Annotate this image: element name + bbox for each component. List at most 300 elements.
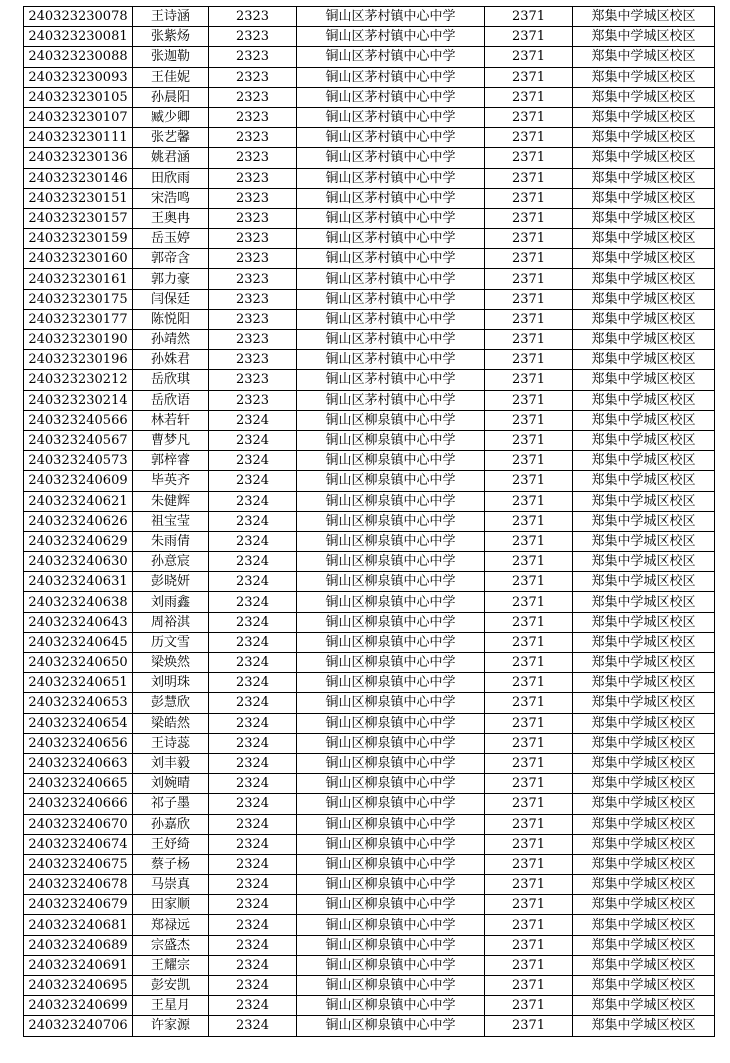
campus-name-cell: 郑集中学城区校区 bbox=[573, 249, 715, 269]
student-name-cell: 田欣雨 bbox=[133, 168, 209, 188]
student-name-cell: 王佳妮 bbox=[133, 67, 209, 87]
campus-name-cell: 郑集中学城区校区 bbox=[573, 693, 715, 713]
school-code-cell: 2324 bbox=[209, 511, 297, 531]
student-id-cell: 240323230177 bbox=[24, 309, 133, 329]
target-code-cell: 2371 bbox=[485, 107, 573, 127]
student-id-cell: 240323240689 bbox=[24, 935, 133, 955]
school-code-cell: 2324 bbox=[209, 814, 297, 834]
school-code-cell: 2324 bbox=[209, 875, 297, 895]
campus-name-cell: 郑集中学城区校区 bbox=[573, 632, 715, 652]
target-code-cell: 2371 bbox=[485, 713, 573, 733]
student-id-cell: 240323230111 bbox=[24, 128, 133, 148]
school-name-cell: 铜山区柳泉镇中心中学 bbox=[297, 531, 485, 551]
school-name-cell: 铜山区柳泉镇中心中学 bbox=[297, 774, 485, 794]
school-name-cell: 铜山区茅村镇中心中学 bbox=[297, 229, 485, 249]
campus-name-cell: 郑集中学城区校区 bbox=[573, 491, 715, 511]
school-name-cell: 铜山区柳泉镇中心中学 bbox=[297, 794, 485, 814]
school-code-cell: 2324 bbox=[209, 854, 297, 874]
target-code-cell: 2371 bbox=[485, 390, 573, 410]
student-id-cell: 240323230175 bbox=[24, 289, 133, 309]
student-name-cell: 王耀宗 bbox=[133, 955, 209, 975]
student-id-cell: 240323240651 bbox=[24, 673, 133, 693]
target-code-cell: 2371 bbox=[485, 592, 573, 612]
school-name-cell: 铜山区茅村镇中心中学 bbox=[297, 330, 485, 350]
table-row bbox=[24, 673, 715, 693]
school-name-cell: 铜山区茅村镇中心中学 bbox=[297, 27, 485, 47]
target-code-cell: 2371 bbox=[485, 269, 573, 289]
campus-name-cell: 郑集中学城区校区 bbox=[573, 531, 715, 551]
campus-name-cell: 郑集中学城区校区 bbox=[573, 330, 715, 350]
school-code-cell: 2323 bbox=[209, 370, 297, 390]
school-code-cell: 2324 bbox=[209, 410, 297, 430]
school-name-cell: 铜山区茅村镇中心中学 bbox=[297, 128, 485, 148]
campus-name-cell: 郑集中学城区校区 bbox=[573, 673, 715, 693]
target-code-cell: 2371 bbox=[485, 7, 573, 27]
campus-name-cell: 郑集中学城区校区 bbox=[573, 168, 715, 188]
school-name-cell: 铜山区茅村镇中心中学 bbox=[297, 370, 485, 390]
student-id-cell: 240323230161 bbox=[24, 269, 133, 289]
student-id-cell: 240323230105 bbox=[24, 87, 133, 107]
student-id-cell: 240323230190 bbox=[24, 330, 133, 350]
table-row bbox=[24, 753, 715, 773]
campus-name-cell: 郑集中学城区校区 bbox=[573, 774, 715, 794]
student-id-cell: 240323240675 bbox=[24, 854, 133, 874]
school-name-cell: 铜山区柳泉镇中心中学 bbox=[297, 410, 485, 430]
table-row bbox=[24, 794, 715, 814]
student-id-cell: 240323240643 bbox=[24, 612, 133, 632]
target-code-cell: 2371 bbox=[485, 168, 573, 188]
student-name-cell: 张紫炀 bbox=[133, 27, 209, 47]
school-code-cell: 2323 bbox=[209, 269, 297, 289]
student-name-cell: 宋浩鸣 bbox=[133, 188, 209, 208]
school-name-cell: 铜山区茅村镇中心中学 bbox=[297, 309, 485, 329]
table-row bbox=[24, 854, 715, 874]
target-code-cell: 2371 bbox=[485, 632, 573, 652]
student-name-cell: 郭力豪 bbox=[133, 269, 209, 289]
campus-name-cell: 郑集中学城区校区 bbox=[573, 552, 715, 572]
student-name-cell: 岳欣琪 bbox=[133, 370, 209, 390]
school-name-cell: 铜山区茅村镇中心中学 bbox=[297, 350, 485, 370]
student-name-cell: 毕英齐 bbox=[133, 471, 209, 491]
target-code-cell: 2371 bbox=[485, 208, 573, 228]
school-code-cell: 2324 bbox=[209, 612, 297, 632]
student-name-cell: 孙意宸 bbox=[133, 552, 209, 572]
student-name-cell: 彭慧欣 bbox=[133, 693, 209, 713]
school-name-cell: 铜山区柳泉镇中心中学 bbox=[297, 895, 485, 915]
target-code-cell: 2371 bbox=[485, 27, 573, 47]
campus-name-cell: 郑集中学城区校区 bbox=[573, 289, 715, 309]
student-name-cell: 孙靖然 bbox=[133, 330, 209, 350]
school-name-cell: 铜山区茅村镇中心中学 bbox=[297, 289, 485, 309]
target-code-cell: 2371 bbox=[485, 370, 573, 390]
target-code-cell: 2371 bbox=[485, 350, 573, 370]
school-name-cell: 铜山区茅村镇中心中学 bbox=[297, 249, 485, 269]
school-name-cell: 铜山区柳泉镇中心中学 bbox=[297, 430, 485, 450]
target-code-cell: 2371 bbox=[485, 572, 573, 592]
school-code-cell: 2324 bbox=[209, 895, 297, 915]
student-name-cell: 曹梦凡 bbox=[133, 430, 209, 450]
target-code-cell: 2371 bbox=[485, 794, 573, 814]
campus-name-cell: 郑集中学城区校区 bbox=[573, 854, 715, 874]
table-row bbox=[24, 572, 715, 592]
student-id-cell: 240323230196 bbox=[24, 350, 133, 370]
school-name-cell: 铜山区柳泉镇中心中学 bbox=[297, 996, 485, 1016]
campus-name-cell: 郑集中学城区校区 bbox=[573, 430, 715, 450]
school-code-cell: 2324 bbox=[209, 531, 297, 551]
table-row bbox=[24, 471, 715, 491]
school-name-cell: 铜山区茅村镇中心中学 bbox=[297, 47, 485, 67]
table-row bbox=[24, 511, 715, 531]
student-id-cell: 240323240631 bbox=[24, 572, 133, 592]
school-name-cell: 铜山区柳泉镇中心中学 bbox=[297, 673, 485, 693]
campus-name-cell: 郑集中学城区校区 bbox=[573, 955, 715, 975]
student-id-cell: 240323230136 bbox=[24, 148, 133, 168]
campus-name-cell: 郑集中学城区校区 bbox=[573, 733, 715, 753]
table-row bbox=[24, 330, 715, 350]
school-code-cell: 2323 bbox=[209, 188, 297, 208]
table-row bbox=[24, 229, 715, 249]
student-name-cell: 闫保廷 bbox=[133, 289, 209, 309]
table-row bbox=[24, 350, 715, 370]
student-name-cell: 姚君涵 bbox=[133, 148, 209, 168]
target-code-cell: 2371 bbox=[485, 814, 573, 834]
table-body bbox=[24, 7, 715, 1037]
school-code-cell: 2324 bbox=[209, 1016, 297, 1036]
table-row bbox=[24, 309, 715, 329]
table-row bbox=[24, 249, 715, 269]
student-id-cell: 240323240678 bbox=[24, 875, 133, 895]
table-row bbox=[24, 713, 715, 733]
school-name-cell: 铜山区柳泉镇中心中学 bbox=[297, 915, 485, 935]
target-code-cell: 2371 bbox=[485, 188, 573, 208]
campus-name-cell: 郑集中学城区校区 bbox=[573, 794, 715, 814]
school-code-cell: 2324 bbox=[209, 632, 297, 652]
school-code-cell: 2323 bbox=[209, 229, 297, 249]
campus-name-cell: 郑集中学城区校区 bbox=[573, 713, 715, 733]
table-row bbox=[24, 552, 715, 572]
campus-name-cell: 郑集中学城区校区 bbox=[573, 834, 715, 854]
campus-name-cell: 郑集中学城区校区 bbox=[573, 875, 715, 895]
campus-name-cell: 郑集中学城区校区 bbox=[573, 592, 715, 612]
campus-name-cell: 郑集中学城区校区 bbox=[573, 350, 715, 370]
target-code-cell: 2371 bbox=[485, 774, 573, 794]
table-row bbox=[24, 188, 715, 208]
admission-table bbox=[23, 6, 715, 1037]
student-id-cell: 240323230081 bbox=[24, 27, 133, 47]
student-id-cell: 240323230078 bbox=[24, 7, 133, 27]
school-name-cell: 铜山区柳泉镇中心中学 bbox=[297, 713, 485, 733]
school-code-cell: 2324 bbox=[209, 673, 297, 693]
student-id-cell: 240323240681 bbox=[24, 915, 133, 935]
student-name-cell: 宗盛杰 bbox=[133, 935, 209, 955]
table-row bbox=[24, 87, 715, 107]
student-id-cell: 240323230088 bbox=[24, 47, 133, 67]
target-code-cell: 2371 bbox=[485, 996, 573, 1016]
school-name-cell: 铜山区柳泉镇中心中学 bbox=[297, 976, 485, 996]
school-name-cell: 铜山区柳泉镇中心中学 bbox=[297, 1016, 485, 1036]
campus-name-cell: 郑集中学城区校区 bbox=[573, 895, 715, 915]
student-id-cell: 240323240670 bbox=[24, 814, 133, 834]
student-name-cell: 周裕淇 bbox=[133, 612, 209, 632]
student-name-cell: 刘雨鑫 bbox=[133, 592, 209, 612]
campus-name-cell: 郑集中学城区校区 bbox=[573, 47, 715, 67]
student-id-cell: 240323240665 bbox=[24, 774, 133, 794]
school-code-cell: 2324 bbox=[209, 491, 297, 511]
student-id-cell: 240323230146 bbox=[24, 168, 133, 188]
table-row bbox=[24, 430, 715, 450]
student-name-cell: 田家顺 bbox=[133, 895, 209, 915]
school-name-cell: 铜山区柳泉镇中心中学 bbox=[297, 632, 485, 652]
student-id-cell: 240323240666 bbox=[24, 794, 133, 814]
student-name-cell: 臧少卿 bbox=[133, 107, 209, 127]
school-code-cell: 2323 bbox=[209, 47, 297, 67]
student-name-cell: 岳玉婷 bbox=[133, 229, 209, 249]
school-name-cell: 铜山区茅村镇中心中学 bbox=[297, 269, 485, 289]
table-row bbox=[24, 955, 715, 975]
table-row bbox=[24, 612, 715, 632]
target-code-cell: 2371 bbox=[485, 430, 573, 450]
school-code-cell: 2324 bbox=[209, 430, 297, 450]
target-code-cell: 2371 bbox=[485, 895, 573, 915]
target-code-cell: 2371 bbox=[485, 976, 573, 996]
school-code-cell: 2324 bbox=[209, 996, 297, 1016]
student-id-cell: 240323240626 bbox=[24, 511, 133, 531]
student-name-cell: 孙嘉欣 bbox=[133, 814, 209, 834]
school-name-cell: 铜山区柳泉镇中心中学 bbox=[297, 753, 485, 773]
table-row bbox=[24, 875, 715, 895]
school-name-cell: 铜山区茅村镇中心中学 bbox=[297, 7, 485, 27]
table-row bbox=[24, 592, 715, 612]
campus-name-cell: 郑集中学城区校区 bbox=[573, 390, 715, 410]
student-name-cell: 孙晨阳 bbox=[133, 87, 209, 107]
target-code-cell: 2371 bbox=[485, 915, 573, 935]
school-code-cell: 2324 bbox=[209, 733, 297, 753]
student-id-cell: 240323240630 bbox=[24, 552, 133, 572]
student-id-cell: 240323240656 bbox=[24, 733, 133, 753]
student-name-cell: 郑禄远 bbox=[133, 915, 209, 935]
target-code-cell: 2371 bbox=[485, 87, 573, 107]
student-id-cell: 240323240695 bbox=[24, 976, 133, 996]
school-name-cell: 铜山区柳泉镇中心中学 bbox=[297, 814, 485, 834]
school-name-cell: 铜山区茅村镇中心中学 bbox=[297, 168, 485, 188]
table-row bbox=[24, 632, 715, 652]
table-row bbox=[24, 895, 715, 915]
student-name-cell: 刘婉晴 bbox=[133, 774, 209, 794]
campus-name-cell: 郑集中学城区校区 bbox=[573, 309, 715, 329]
school-code-cell: 2323 bbox=[209, 128, 297, 148]
school-code-cell: 2324 bbox=[209, 955, 297, 975]
school-code-cell: 2323 bbox=[209, 67, 297, 87]
target-code-cell: 2371 bbox=[485, 148, 573, 168]
student-id-cell: 240323240621 bbox=[24, 491, 133, 511]
target-code-cell: 2371 bbox=[485, 229, 573, 249]
table-row bbox=[24, 996, 715, 1016]
target-code-cell: 2371 bbox=[485, 834, 573, 854]
school-code-cell: 2323 bbox=[209, 208, 297, 228]
school-code-cell: 2324 bbox=[209, 592, 297, 612]
table-row bbox=[24, 7, 715, 27]
student-id-cell: 240323230214 bbox=[24, 390, 133, 410]
student-id-cell: 240323240629 bbox=[24, 531, 133, 551]
table-row bbox=[24, 1016, 715, 1036]
school-code-cell: 2323 bbox=[209, 350, 297, 370]
student-id-cell: 240323230093 bbox=[24, 67, 133, 87]
campus-name-cell: 郑集中学城区校区 bbox=[573, 107, 715, 127]
campus-name-cell: 郑集中学城区校区 bbox=[573, 148, 715, 168]
campus-name-cell: 郑集中学城区校区 bbox=[573, 410, 715, 430]
school-code-cell: 2323 bbox=[209, 249, 297, 269]
campus-name-cell: 郑集中学城区校区 bbox=[573, 935, 715, 955]
target-code-cell: 2371 bbox=[485, 330, 573, 350]
student-id-cell: 240323240638 bbox=[24, 592, 133, 612]
table-row bbox=[24, 47, 715, 67]
student-name-cell: 王诗蕊 bbox=[133, 733, 209, 753]
student-id-cell: 240323240609 bbox=[24, 471, 133, 491]
target-code-cell: 2371 bbox=[485, 935, 573, 955]
student-name-cell: 蔡子杨 bbox=[133, 854, 209, 874]
student-name-cell: 彭晓妍 bbox=[133, 572, 209, 592]
student-name-cell: 郭梓睿 bbox=[133, 451, 209, 471]
school-name-cell: 铜山区茅村镇中心中学 bbox=[297, 208, 485, 228]
table-row bbox=[24, 834, 715, 854]
target-code-cell: 2371 bbox=[485, 491, 573, 511]
student-id-cell: 240323240567 bbox=[24, 430, 133, 450]
student-name-cell: 历文雪 bbox=[133, 632, 209, 652]
school-code-cell: 2323 bbox=[209, 289, 297, 309]
campus-name-cell: 郑集中学城区校区 bbox=[573, 511, 715, 531]
campus-name-cell: 郑集中学城区校区 bbox=[573, 471, 715, 491]
school-code-cell: 2323 bbox=[209, 87, 297, 107]
table-row bbox=[24, 733, 715, 753]
campus-name-cell: 郑集中学城区校区 bbox=[573, 7, 715, 27]
target-code-cell: 2371 bbox=[485, 693, 573, 713]
school-name-cell: 铜山区茅村镇中心中学 bbox=[297, 107, 485, 127]
school-code-cell: 2324 bbox=[209, 834, 297, 854]
campus-name-cell: 郑集中学城区校区 bbox=[573, 128, 715, 148]
school-code-cell: 2324 bbox=[209, 976, 297, 996]
table-row bbox=[24, 107, 715, 127]
target-code-cell: 2371 bbox=[485, 511, 573, 531]
school-code-cell: 2324 bbox=[209, 713, 297, 733]
student-name-cell: 祁子墨 bbox=[133, 794, 209, 814]
school-code-cell: 2324 bbox=[209, 693, 297, 713]
campus-name-cell: 郑集中学城区校区 bbox=[573, 27, 715, 47]
table-row bbox=[24, 915, 715, 935]
school-code-cell: 2324 bbox=[209, 451, 297, 471]
student-name-cell: 郭帝含 bbox=[133, 249, 209, 269]
student-id-cell: 240323230160 bbox=[24, 249, 133, 269]
school-code-cell: 2323 bbox=[209, 7, 297, 27]
student-id-cell: 240323240679 bbox=[24, 895, 133, 915]
campus-name-cell: 郑集中学城区校区 bbox=[573, 814, 715, 834]
student-name-cell: 彭安凯 bbox=[133, 976, 209, 996]
school-name-cell: 铜山区柳泉镇中心中学 bbox=[297, 875, 485, 895]
student-id-cell: 240323240654 bbox=[24, 713, 133, 733]
school-code-cell: 2324 bbox=[209, 915, 297, 935]
campus-name-cell: 郑集中学城区校区 bbox=[573, 188, 715, 208]
table-row bbox=[24, 814, 715, 834]
table-row bbox=[24, 451, 715, 471]
target-code-cell: 2371 bbox=[485, 451, 573, 471]
school-name-cell: 铜山区茅村镇中心中学 bbox=[297, 67, 485, 87]
student-id-cell: 240323240566 bbox=[24, 410, 133, 430]
school-code-cell: 2324 bbox=[209, 552, 297, 572]
campus-name-cell: 郑集中学城区校区 bbox=[573, 269, 715, 289]
target-code-cell: 2371 bbox=[485, 552, 573, 572]
student-id-cell: 240323240573 bbox=[24, 451, 133, 471]
student-id-cell: 240323240653 bbox=[24, 693, 133, 713]
campus-name-cell: 郑集中学城区校区 bbox=[573, 451, 715, 471]
student-id-cell: 240323240699 bbox=[24, 996, 133, 1016]
student-name-cell: 朱雨倩 bbox=[133, 531, 209, 551]
table-row bbox=[24, 289, 715, 309]
target-code-cell: 2371 bbox=[485, 531, 573, 551]
table-row bbox=[24, 148, 715, 168]
school-code-cell: 2324 bbox=[209, 935, 297, 955]
school-name-cell: 铜山区茅村镇中心中学 bbox=[297, 188, 485, 208]
student-id-cell: 240323240650 bbox=[24, 653, 133, 673]
table-row bbox=[24, 370, 715, 390]
target-code-cell: 2371 bbox=[485, 854, 573, 874]
school-code-cell: 2324 bbox=[209, 774, 297, 794]
school-code-cell: 2323 bbox=[209, 390, 297, 410]
student-id-cell: 240323230107 bbox=[24, 107, 133, 127]
campus-name-cell: 郑集中学城区校区 bbox=[573, 1016, 715, 1036]
student-id-cell: 240323230157 bbox=[24, 208, 133, 228]
target-code-cell: 2371 bbox=[485, 67, 573, 87]
campus-name-cell: 郑集中学城区校区 bbox=[573, 612, 715, 632]
student-id-cell: 240323240691 bbox=[24, 955, 133, 975]
school-name-cell: 铜山区柳泉镇中心中学 bbox=[297, 935, 485, 955]
school-name-cell: 铜山区柳泉镇中心中学 bbox=[297, 955, 485, 975]
school-name-cell: 铜山区柳泉镇中心中学 bbox=[297, 572, 485, 592]
school-name-cell: 铜山区柳泉镇中心中学 bbox=[297, 854, 485, 874]
student-name-cell: 祖宝莹 bbox=[133, 511, 209, 531]
school-code-cell: 2323 bbox=[209, 27, 297, 47]
campus-name-cell: 郑集中学城区校区 bbox=[573, 370, 715, 390]
student-name-cell: 马崇真 bbox=[133, 875, 209, 895]
campus-name-cell: 郑集中学城区校区 bbox=[573, 572, 715, 592]
school-code-cell: 2323 bbox=[209, 330, 297, 350]
school-name-cell: 铜山区柳泉镇中心中学 bbox=[297, 511, 485, 531]
school-name-cell: 铜山区柳泉镇中心中学 bbox=[297, 592, 485, 612]
student-name-cell: 朱健辉 bbox=[133, 491, 209, 511]
target-code-cell: 2371 bbox=[485, 733, 573, 753]
table-row bbox=[24, 128, 715, 148]
campus-name-cell: 郑集中学城区校区 bbox=[573, 67, 715, 87]
student-id-cell: 240323240645 bbox=[24, 632, 133, 652]
target-code-cell: 2371 bbox=[485, 875, 573, 895]
student-id-cell: 240323230159 bbox=[24, 229, 133, 249]
target-code-cell: 2371 bbox=[485, 309, 573, 329]
student-name-cell: 刘明珠 bbox=[133, 673, 209, 693]
student-id-cell: 240323240674 bbox=[24, 834, 133, 854]
campus-name-cell: 郑集中学城区校区 bbox=[573, 976, 715, 996]
campus-name-cell: 郑集中学城区校区 bbox=[573, 229, 715, 249]
school-code-cell: 2323 bbox=[209, 168, 297, 188]
target-code-cell: 2371 bbox=[485, 128, 573, 148]
school-name-cell: 铜山区茅村镇中心中学 bbox=[297, 87, 485, 107]
campus-name-cell: 郑集中学城区校区 bbox=[573, 653, 715, 673]
school-name-cell: 铜山区柳泉镇中心中学 bbox=[297, 612, 485, 632]
table-row bbox=[24, 935, 715, 955]
campus-name-cell: 郑集中学城区校区 bbox=[573, 208, 715, 228]
target-code-cell: 2371 bbox=[485, 653, 573, 673]
target-code-cell: 2371 bbox=[485, 410, 573, 430]
school-name-cell: 铜山区柳泉镇中心中学 bbox=[297, 834, 485, 854]
table-row bbox=[24, 390, 715, 410]
student-name-cell: 刘丰毅 bbox=[133, 753, 209, 773]
